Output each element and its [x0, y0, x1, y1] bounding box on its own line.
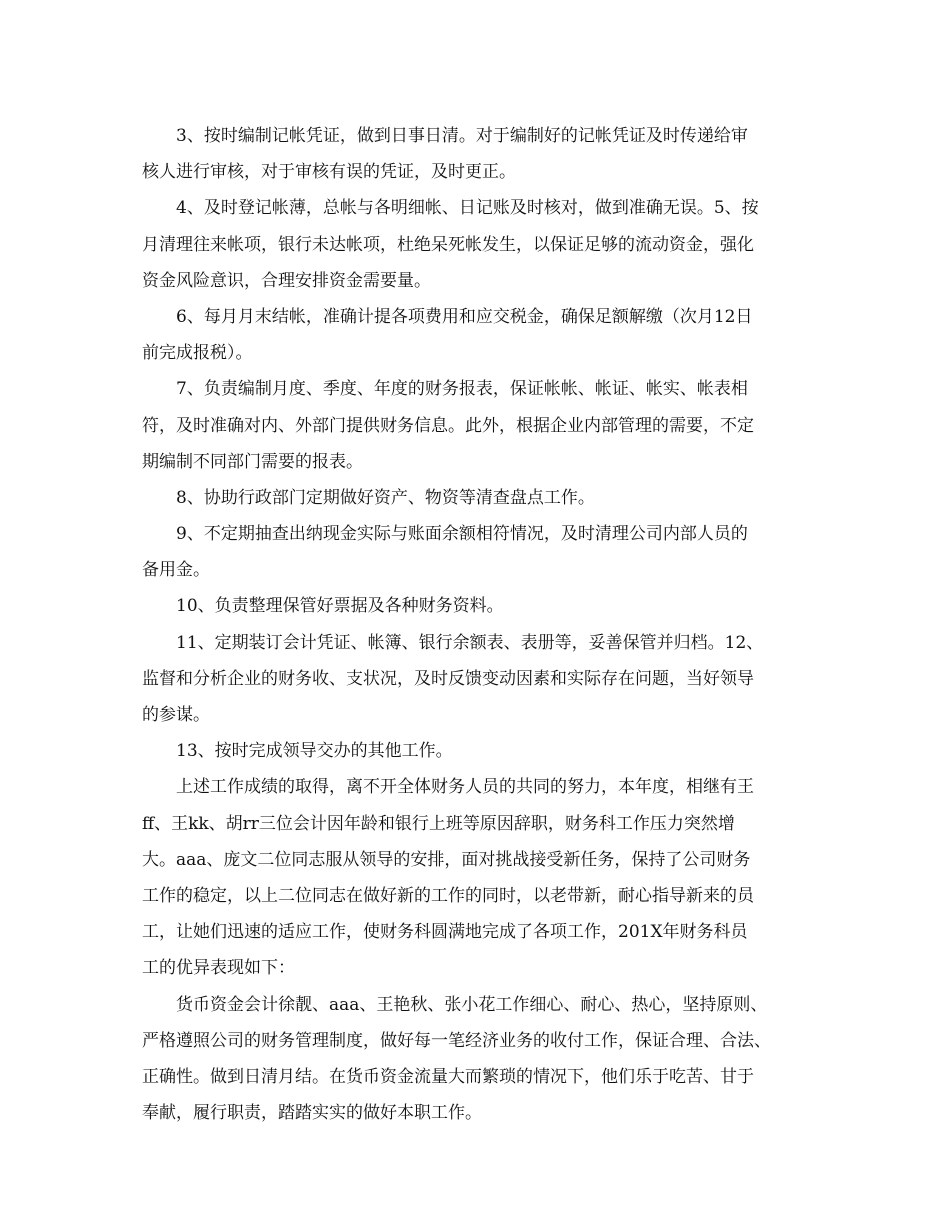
paragraph-line: 工，让她们迅速的适应工作，使财务科圆满地完成了各项工作，201X年财务科员	[142, 922, 748, 943]
paragraph-line: 上述工作成绩的取得，离不开全体财务人员的共同的努力，本年度，相继有王	[176, 777, 754, 798]
paragraph-line: 大。aaa、庞文二位同志服从领导的安排，面对挑战接受新任务，保持了公司财务	[142, 849, 751, 870]
paragraph-line: 月清理往来帐项，银行未达帐项，杜绝呆死帐发生，以保证足够的流动资金，强化	[142, 234, 754, 255]
paragraph-line: 6、每月月末结帐，准确计提各项费用和应交税金，确保足额解缴（次月12日	[176, 306, 753, 327]
paragraph-line: ff、王kk、胡rr三位会计因年龄和银行上班等原因辞职，财务科工作压力突然增	[142, 813, 735, 834]
paragraph-line: 资金风险意识，合理安排资金需要量。	[142, 270, 431, 291]
paragraph-line: 严格遵照公司的财务管理制度，做好每一笔经济业务的收付工作，保证合理、合法、	[142, 1030, 771, 1051]
paragraph-line: 正确性。做到日清月结。在货币资金流量大而繁琐的情况下，他们乐于吃苦、甘于	[142, 1066, 754, 1087]
paragraph-line: 核人进行审核，对于审核有误的凭证，及时更正。	[142, 162, 516, 183]
paragraph-line: 3、按时编制记帐凭证，做到日事日清。对于编制好的记帐凭证及时传递给审	[176, 126, 748, 146]
paragraph-line: 的参谋。	[142, 705, 210, 725]
paragraph-line: 符，及时准确对内、外部门提供财务信息。此外，根据企业内部管理的需要，不定	[142, 415, 754, 436]
paragraph-line: 前完成报税）。	[142, 343, 253, 364]
paragraph-line: 11、定期装订会计凭证、帐簿、银行余额表、表册等，妥善保管并归档。12、	[176, 632, 764, 653]
paragraph-line: 监督和分析企业的财务收、支状况，及时反馈变动因素和实际存在问题，当好领导	[142, 668, 754, 689]
document-body	[142, 118, 812, 1131]
paragraph-line: 4、及时登记帐薄，总帐与各明细帐、日记账及时核对，做到准确无误。5、按	[176, 198, 759, 219]
paragraph-line: 7、负责编制月度、季度、年度的财务报表，保证帐帐、帐证、帐实、帐表相	[176, 379, 748, 400]
paragraph-line: 8、协助行政部门定期做好资产、物资等清查盘点工作。	[176, 487, 595, 508]
paragraph-line: 10、负责整理保管好票据及各种财务资料。	[176, 596, 504, 617]
paragraph-line: 13、按时完成领导交办的其他工作。	[176, 741, 453, 762]
paragraph-line: 货币资金会计徐靓、aaa、王艳秋、张小花工作细心、耐心、热心，坚持原则、	[176, 994, 768, 1015]
paragraph-line: 工的优异表现如下：	[142, 958, 295, 979]
paragraph-line: 工作的稳定，以上二位同志在做好新的工作的同时，以老带新，耐心指导新来的员	[142, 885, 754, 906]
paragraph-line: 期编制不同部门需要的报表。	[142, 451, 363, 472]
paragraph-line: 奉献，履行职责，踏踏实实的做好本职工作。	[142, 1103, 482, 1124]
paragraph-line: 备用金。	[142, 560, 210, 581]
paragraph-line: 9、不定期抽查出纳现金实际与账面余额相符情况，及时清理公司内部人员的	[176, 524, 748, 545]
